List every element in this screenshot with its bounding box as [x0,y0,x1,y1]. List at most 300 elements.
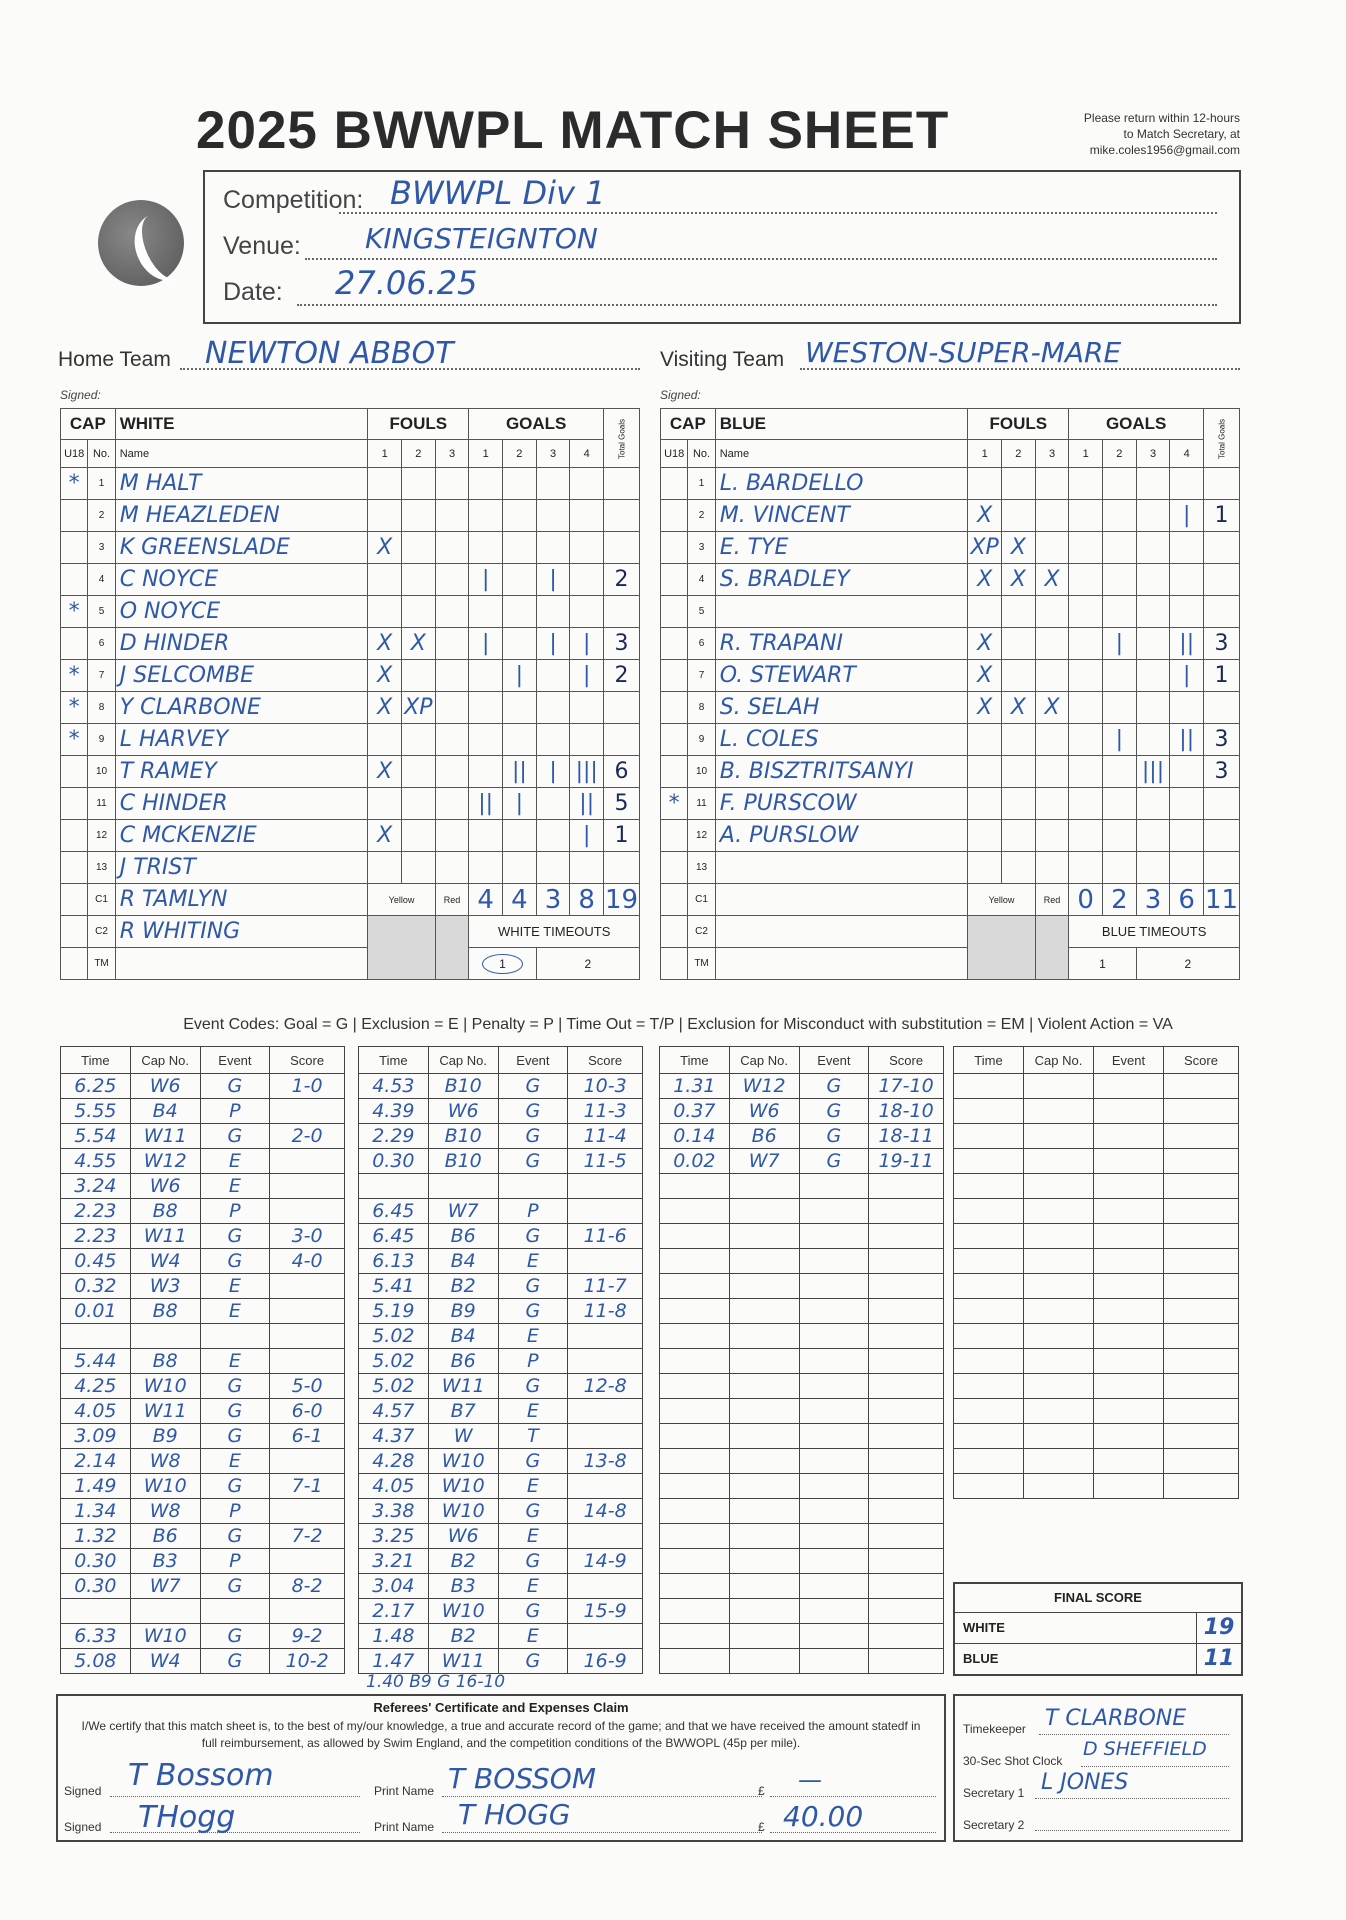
player-total-goals[interactable] [1204,692,1240,724]
event-score-cell[interactable] [270,1524,345,1549]
goal-cell[interactable] [1136,692,1170,724]
foul-cell[interactable] [1035,628,1069,660]
event-event-cell[interactable] [799,1624,869,1649]
event-cap-cell[interactable] [130,1524,200,1549]
event-time-cell[interactable] [61,1649,131,1674]
event-cap-cell[interactable] [130,1174,200,1199]
goal-cell[interactable] [1069,692,1103,724]
goal-cell[interactable] [1103,692,1137,724]
event-score-cell[interactable] [1164,1174,1239,1199]
u18-marker[interactable] [661,500,688,532]
foul-cell[interactable] [1035,820,1069,852]
foul-cell[interactable] [1035,756,1069,788]
foul-cell[interactable] [968,820,1002,852]
goal-cell[interactable] [1170,596,1204,628]
u18-marker[interactable] [661,532,688,564]
event-cap-cell[interactable] [1024,1199,1094,1224]
event-cap-cell[interactable] [1024,1474,1094,1499]
u18-marker[interactable]: * [61,596,88,628]
ref1-signature-line[interactable] [110,1796,360,1797]
goal-cell[interactable] [570,756,604,788]
event-event-cell[interactable] [200,1299,270,1324]
foul-cell[interactable] [368,468,402,500]
foul-cell[interactable] [368,756,402,788]
event-event-cell[interactable] [498,1149,568,1174]
event-event-cell[interactable] [799,1299,869,1324]
foul-cell[interactable] [1035,596,1069,628]
event-score-cell[interactable] [270,1449,345,1474]
event-score-cell[interactable] [568,1649,643,1674]
event-cap-cell[interactable] [428,1399,498,1424]
event-event-cell[interactable] [799,1524,869,1549]
event-time-cell[interactable] [359,1549,429,1574]
event-event-cell[interactable] [799,1549,869,1574]
event-score-cell[interactable] [568,1274,643,1299]
event-event-cell[interactable] [200,1274,270,1299]
foul-cell[interactable] [968,724,1002,756]
foul-cell[interactable] [435,468,469,500]
event-score-cell[interactable] [869,1424,944,1449]
goal-cell[interactable] [469,756,503,788]
event-cap-cell[interactable] [130,1124,200,1149]
foul-cell[interactable] [968,468,1002,500]
event-cap-cell[interactable] [729,1299,799,1324]
event-score-cell[interactable] [869,1549,944,1574]
goal-cell[interactable] [1136,596,1170,628]
event-time-cell[interactable] [954,1149,1024,1174]
u18-marker[interactable]: * [661,788,688,820]
quarter-total-cell[interactable] [1136,884,1170,916]
event-cap-cell[interactable] [130,1299,200,1324]
event-time-cell[interactable] [954,1274,1024,1299]
event-cap-cell[interactable] [428,1249,498,1274]
yellow-card-cell[interactable] [368,916,435,980]
event-time-cell[interactable] [660,1424,730,1449]
goal-cell[interactable] [503,788,537,820]
goal-cell[interactable] [503,628,537,660]
player-name[interactable]: L. BARDELLO [719,471,864,496]
event-cap-cell[interactable] [1024,1449,1094,1474]
event-cap-cell[interactable] [428,1424,498,1449]
event-event-cell[interactable] [200,1449,270,1474]
final-score-white-value[interactable]: 19 [1196,1613,1241,1643]
event-time-cell[interactable] [359,1249,429,1274]
event-time-cell[interactable] [660,1399,730,1424]
goal-cell[interactable] [1069,820,1103,852]
foul-cell[interactable] [1002,756,1036,788]
event-score-cell[interactable] [568,1574,643,1599]
event-cap-cell[interactable] [130,1549,200,1574]
event-score-cell[interactable] [1164,1249,1239,1274]
event-time-cell[interactable] [660,1074,730,1099]
yellow-card-cell[interactable] [968,916,1035,980]
event-cap-cell[interactable] [130,1374,200,1399]
player-name[interactable]: E. TYE [719,535,789,560]
event-cap-cell[interactable] [428,1499,498,1524]
goal-cell[interactable] [1136,820,1170,852]
event-cap-cell[interactable] [1024,1124,1094,1149]
foul-cell[interactable] [1002,788,1036,820]
timeout-2[interactable]: 2 [1136,948,1239,980]
event-score-cell[interactable] [568,1499,643,1524]
event-event-cell[interactable] [799,1249,869,1274]
goal-cell[interactable] [1136,756,1170,788]
event-event-cell[interactable] [799,1474,869,1499]
foul-cell[interactable] [435,500,469,532]
event-cap-cell[interactable] [428,1549,498,1574]
event-score-cell[interactable] [869,1524,944,1549]
goal-cell[interactable] [536,788,570,820]
goal-cell[interactable] [1103,820,1137,852]
event-cap-cell[interactable] [428,1524,498,1549]
event-cap-cell[interactable] [130,1074,200,1099]
event-score-cell[interactable] [1164,1474,1239,1499]
foul-cell[interactable] [402,724,436,756]
final-score-blue-value[interactable]: 11 [1196,1644,1241,1674]
goal-cell[interactable] [1069,596,1103,628]
foul-cell[interactable] [1002,468,1036,500]
player-total-goals[interactable] [604,756,640,788]
goal-cell[interactable] [503,852,537,884]
event-time-cell[interactable] [954,1474,1024,1499]
player-total-goals[interactable] [604,692,640,724]
event-event-cell[interactable] [799,1174,869,1199]
foul-cell[interactable] [402,500,436,532]
event-score-cell[interactable] [270,1399,345,1424]
quarter-total-cell[interactable] [570,884,604,916]
event-cap-cell[interactable] [729,1124,799,1149]
event-cap-cell[interactable] [1024,1349,1094,1374]
event-event-cell[interactable] [799,1149,869,1174]
player-total-goals[interactable] [1204,820,1240,852]
event-score-cell[interactable] [270,1499,345,1524]
player-total-goals[interactable] [1204,596,1240,628]
event-time-cell[interactable] [61,1424,131,1449]
timeout-2[interactable]: 2 [536,948,639,980]
event-score-cell[interactable] [1164,1099,1239,1124]
event-score-cell[interactable] [270,1599,345,1624]
u18-marker[interactable] [61,564,88,596]
event-event-cell[interactable] [799,1224,869,1249]
event-event-cell[interactable] [200,1599,270,1624]
event-score-cell[interactable] [568,1399,643,1424]
goal-cell[interactable] [1103,756,1137,788]
event-time-cell[interactable] [660,1149,730,1174]
event-event-cell[interactable] [498,1574,568,1599]
event-cap-cell[interactable] [729,1249,799,1274]
event-cap-cell[interactable] [729,1399,799,1424]
event-score-cell[interactable] [568,1149,643,1174]
event-event-cell[interactable] [498,1474,568,1499]
foul-cell[interactable] [435,692,469,724]
event-cap-cell[interactable] [1024,1249,1094,1274]
event-time-cell[interactable] [359,1374,429,1399]
u18-marker[interactable] [661,820,688,852]
event-score-cell[interactable] [568,1549,643,1574]
event-time-cell[interactable] [954,1174,1024,1199]
goal-cell[interactable] [1103,852,1137,884]
event-cap-cell[interactable] [428,1099,498,1124]
event-score-cell[interactable] [270,1174,345,1199]
player-name[interactable]: L HARVEY [119,727,229,752]
event-event-cell[interactable] [498,1399,568,1424]
event-score-cell[interactable] [1164,1324,1239,1349]
event-time-cell[interactable] [660,1174,730,1199]
event-time-cell[interactable] [61,1274,131,1299]
foul-cell[interactable] [1035,788,1069,820]
event-time-cell[interactable] [61,1324,131,1349]
event-cap-cell[interactable] [130,1474,200,1499]
event-score-cell[interactable] [869,1324,944,1349]
event-score-cell[interactable] [270,1424,345,1449]
goal-cell[interactable] [469,788,503,820]
event-score-cell[interactable] [869,1099,944,1124]
player-name[interactable]: B. BISZTRITSANYI [719,759,914,784]
event-event-cell[interactable] [200,1424,270,1449]
event-score-cell[interactable] [568,1374,643,1399]
event-score-cell[interactable] [568,1224,643,1249]
competition-value[interactable]: BWWPL Div 1 [390,174,606,212]
event-score-cell[interactable] [1164,1149,1239,1174]
event-cap-cell[interactable] [1024,1224,1094,1249]
event-cap-cell[interactable] [130,1274,200,1299]
event-time-cell[interactable] [359,1149,429,1174]
event-time-cell[interactable] [61,1299,131,1324]
event-cap-cell[interactable] [130,1324,200,1349]
match-total-cell[interactable] [1204,884,1240,916]
goal-cell[interactable] [1069,500,1103,532]
player-total-goals[interactable] [604,596,640,628]
foul-cell[interactable] [435,852,469,884]
event-time-cell[interactable] [61,1374,131,1399]
u18-marker[interactable] [661,660,688,692]
event-cap-cell[interactable] [729,1374,799,1399]
event-cap-cell[interactable] [428,1349,498,1374]
player-name[interactable]: J SELCOMBE [119,663,254,688]
event-time-cell[interactable] [660,1574,730,1599]
event-time-cell[interactable] [660,1249,730,1274]
event-cap-cell[interactable] [428,1374,498,1399]
player-total-goals[interactable] [604,564,640,596]
event-event-cell[interactable] [200,1524,270,1549]
player-total-goals[interactable] [1204,564,1240,596]
player-total-goals[interactable] [1204,756,1240,788]
foul-cell[interactable] [1002,628,1036,660]
foul-cell[interactable] [402,468,436,500]
event-time-cell[interactable] [61,1124,131,1149]
foul-cell[interactable] [368,564,402,596]
event-cap-cell[interactable] [729,1549,799,1574]
player-total-goals[interactable] [1204,660,1240,692]
event-score-cell[interactable] [869,1124,944,1149]
goal-cell[interactable] [1170,852,1204,884]
event-time-cell[interactable] [359,1449,429,1474]
goal-cell[interactable] [1069,532,1103,564]
event-score-cell[interactable] [869,1374,944,1399]
event-event-cell[interactable] [498,1599,568,1624]
event-score-cell[interactable] [869,1249,944,1274]
event-cap-cell[interactable] [428,1199,498,1224]
foul-cell[interactable] [368,852,402,884]
event-event-cell[interactable] [200,1074,270,1099]
foul-cell[interactable] [368,532,402,564]
goal-cell[interactable] [1103,532,1137,564]
event-event-cell[interactable] [1094,1399,1164,1424]
event-time-cell[interactable] [359,1299,429,1324]
event-cap-cell[interactable] [729,1424,799,1449]
event-score-cell[interactable] [1164,1399,1239,1424]
player-name[interactable]: M HEAZLEDEN [119,503,280,528]
goal-cell[interactable] [1170,532,1204,564]
quarter-total-cell[interactable] [536,884,570,916]
event-time-cell[interactable] [954,1449,1024,1474]
event-event-cell[interactable] [498,1099,568,1124]
event-score-cell[interactable] [1164,1224,1239,1249]
goal-cell[interactable] [1136,724,1170,756]
event-event-cell[interactable] [498,1449,568,1474]
event-time-cell[interactable] [359,1224,429,1249]
goal-cell[interactable] [469,500,503,532]
goal-cell[interactable] [536,820,570,852]
player-name[interactable]: L. COLES [719,727,819,752]
timeout-1[interactable] [1069,948,1136,980]
event-event-cell[interactable] [1094,1174,1164,1199]
goal-cell[interactable] [1069,660,1103,692]
event-score-cell[interactable] [869,1224,944,1249]
event-event-cell[interactable] [1094,1474,1164,1499]
goal-cell[interactable] [570,564,604,596]
event-cap-cell[interactable] [130,1624,200,1649]
event-time-cell[interactable] [61,1199,131,1224]
player-name[interactable]: D HINDER [119,631,230,656]
event-score-cell[interactable] [568,1199,643,1224]
event-event-cell[interactable] [1094,1224,1164,1249]
foul-cell[interactable] [1002,500,1036,532]
player-total-goals[interactable] [604,788,640,820]
event-cap-cell[interactable] [130,1099,200,1124]
event-event-cell[interactable] [498,1299,568,1324]
goal-cell[interactable] [536,628,570,660]
event-cap-cell[interactable] [1024,1099,1094,1124]
event-event-cell[interactable] [200,1624,270,1649]
player-total-goals[interactable] [1204,500,1240,532]
event-cap-cell[interactable] [428,1649,498,1674]
event-cap-cell[interactable] [428,1599,498,1624]
foul-cell[interactable] [968,852,1002,884]
goal-cell[interactable] [469,820,503,852]
event-score-cell[interactable] [568,1449,643,1474]
event-time-cell[interactable] [359,1499,429,1524]
event-event-cell[interactable] [799,1349,869,1374]
foul-cell[interactable] [435,660,469,692]
player-total-goals[interactable] [604,628,640,660]
foul-cell[interactable] [1035,468,1069,500]
player-name[interactable]: K GREENSLADE [119,535,290,560]
event-cap-cell[interactable] [729,1149,799,1174]
event-score-cell[interactable] [869,1599,944,1624]
event-score-cell[interactable] [1164,1124,1239,1149]
event-time-cell[interactable] [954,1374,1024,1399]
event-time-cell[interactable] [359,1124,429,1149]
event-score-cell[interactable] [270,1274,345,1299]
foul-cell[interactable] [1002,820,1036,852]
foul-cell[interactable] [1002,692,1036,724]
event-cap-cell[interactable] [729,1324,799,1349]
event-score-cell[interactable] [568,1249,643,1274]
foul-cell[interactable] [435,724,469,756]
foul-cell[interactable] [402,756,436,788]
event-event-cell[interactable] [498,1224,568,1249]
player-total-goals[interactable] [604,500,640,532]
event-time-cell[interactable] [61,1149,131,1174]
event-time-cell[interactable] [359,1649,429,1674]
event-event-cell[interactable] [799,1099,869,1124]
event-cap-cell[interactable] [130,1349,200,1374]
player-total-goals[interactable] [1204,788,1240,820]
foul-cell[interactable] [402,564,436,596]
event-cap-cell[interactable] [729,1599,799,1624]
u18-marker[interactable] [61,500,88,532]
quarter-total-cell[interactable] [1103,884,1137,916]
goal-cell[interactable] [1069,724,1103,756]
event-event-cell[interactable] [200,1199,270,1224]
event-cap-cell[interactable] [1024,1274,1094,1299]
goal-cell[interactable] [1136,788,1170,820]
event-event-cell[interactable] [200,1649,270,1674]
event-event-cell[interactable] [799,1649,869,1674]
home-team-value[interactable]: NEWTON ABBOT [205,336,454,371]
goal-cell[interactable] [570,628,604,660]
goal-cell[interactable] [503,724,537,756]
player-total-goals[interactable] [1204,468,1240,500]
event-event-cell[interactable] [200,1474,270,1499]
goal-cell[interactable] [469,628,503,660]
goal-cell[interactable] [1069,788,1103,820]
goal-cell[interactable] [536,500,570,532]
date-value[interactable]: 27.06.25 [335,264,478,302]
event-time-cell[interactable] [61,1549,131,1574]
event-time-cell[interactable] [954,1349,1024,1374]
event-cap-cell[interactable] [729,1349,799,1374]
event-cap-cell[interactable] [130,1574,200,1599]
foul-cell[interactable] [402,788,436,820]
event-time-cell[interactable] [660,1449,730,1474]
event-cap-cell[interactable] [729,1649,799,1674]
event-cap-cell[interactable] [130,1224,200,1249]
foul-cell[interactable] [435,532,469,564]
u18-marker[interactable] [661,692,688,724]
event-score-cell[interactable] [568,1599,643,1624]
event-time-cell[interactable] [660,1274,730,1299]
goal-cell[interactable] [536,756,570,788]
event-time-cell[interactable] [954,1424,1024,1449]
event-time-cell[interactable] [359,1174,429,1199]
u18-marker[interactable] [61,532,88,564]
event-cap-cell[interactable] [1024,1399,1094,1424]
goal-cell[interactable] [503,468,537,500]
event-event-cell[interactable] [1094,1349,1164,1374]
goal-cell[interactable] [1136,852,1170,884]
foul-cell[interactable] [435,756,469,788]
event-cap-cell[interactable] [130,1199,200,1224]
goal-cell[interactable] [536,660,570,692]
event-event-cell[interactable] [1094,1324,1164,1349]
event-event-cell[interactable] [799,1599,869,1624]
goal-cell[interactable] [570,788,604,820]
event-cap-cell[interactable] [729,1199,799,1224]
event-score-cell[interactable] [869,1399,944,1424]
event-cap-cell[interactable] [729,1274,799,1299]
